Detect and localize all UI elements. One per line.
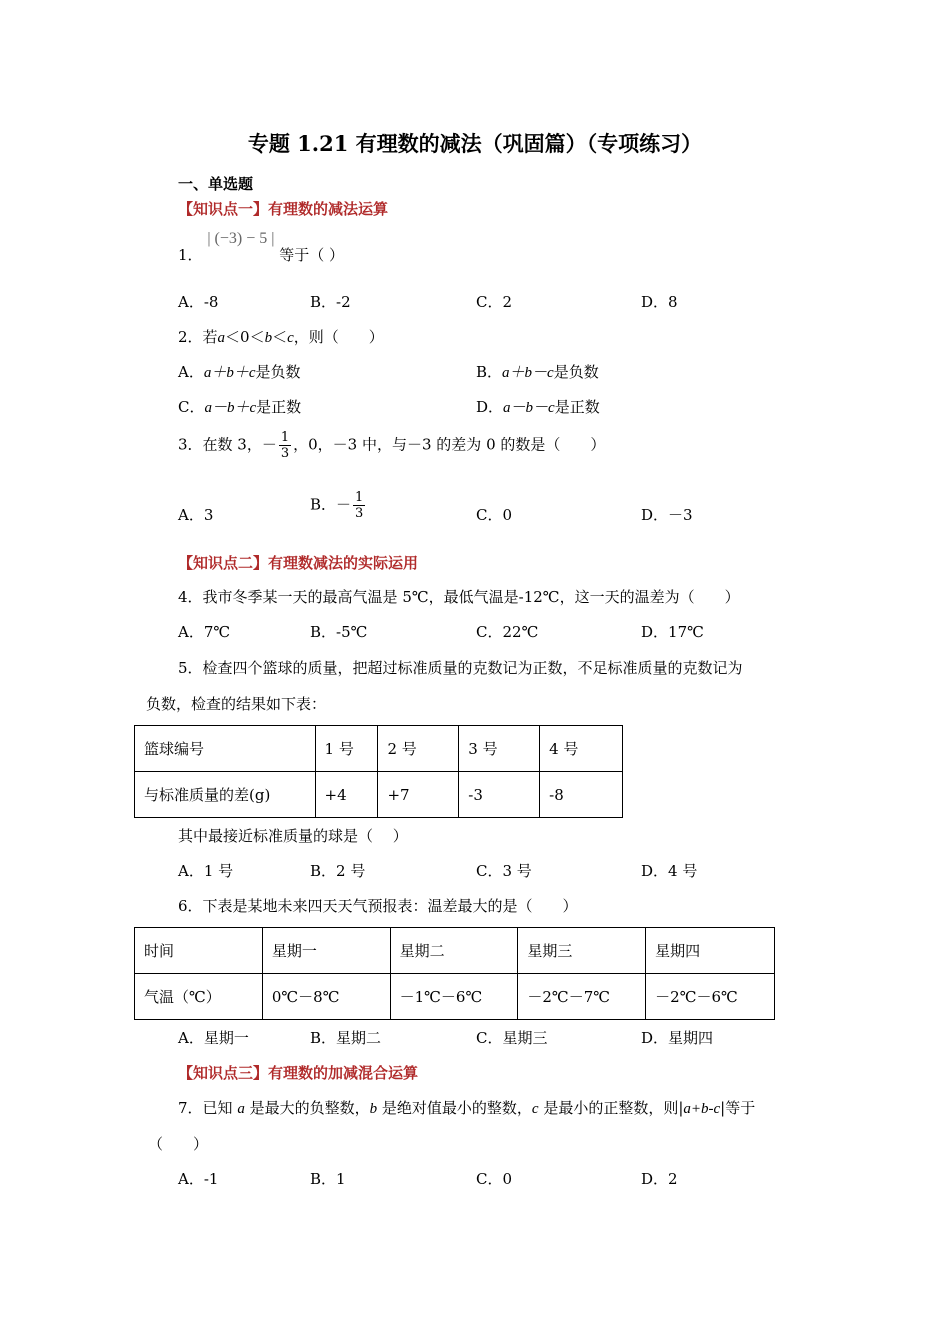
fraction-numerator: 1	[280, 430, 290, 445]
q2-stem-pre: 2．若	[178, 328, 218, 346]
q3-stem-post: ，0，－3 中，与－3 的差为 0 的数是（ ）	[293, 435, 606, 454]
q1-option-c[interactable]: C．2	[476, 293, 513, 311]
table-cell: 1 号	[315, 726, 378, 772]
q7-text: 是最小的正整数，则|	[538, 1099, 684, 1117]
q6-option-c[interactable]: C．星期三	[476, 1029, 548, 1047]
section-heading-single-choice: 一、单选题	[178, 175, 254, 193]
table-row	[135, 928, 775, 974]
question-1	[178, 230, 344, 265]
q6-option-a[interactable]: A．星期一	[178, 1029, 249, 1047]
weather-table	[134, 927, 775, 1020]
q5-option-c[interactable]: C．3 号	[476, 862, 532, 880]
knowledge-point-1: 【知识点一】有理数的减法运算	[178, 200, 389, 218]
var-c: c	[531, 1101, 539, 1117]
fraction-one-third	[279, 430, 291, 461]
question-7-line-1	[178, 1097, 755, 1118]
q3-option-d[interactable]: D．－3	[641, 506, 693, 524]
option-label: A．	[178, 363, 204, 381]
q7-option-a[interactable]: A．-1	[178, 1170, 219, 1188]
question-5-line-2: 负数，检查的结果如下表：	[146, 695, 327, 713]
fraction-one-third	[353, 490, 365, 521]
q2-option-a[interactable]	[178, 361, 301, 382]
q4-option-b[interactable]: B．-5℃	[310, 623, 368, 641]
table-cell: -8	[540, 772, 623, 818]
var-b: b	[369, 1101, 378, 1117]
q1-option-b[interactable]: B．-2	[310, 293, 351, 311]
table-cell: -3	[459, 772, 540, 818]
table-cell: －1℃－6℃	[390, 974, 518, 1020]
table-cell: +4	[315, 772, 378, 818]
question-4: 4．我市冬季某一天的最高气温是 5℃，最低气温是-12℃，这一天的温差为（ ）	[178, 588, 740, 606]
table-cell: 星期四	[646, 928, 775, 974]
table-cell: －2℃－6℃	[646, 974, 775, 1020]
table-cell: 4 号	[540, 726, 623, 772]
fraction-denominator: 3	[355, 506, 364, 521]
q4-option-c[interactable]: C．22℃	[476, 623, 539, 641]
var-a: a	[237, 1101, 245, 1117]
option-label: B．	[476, 363, 503, 381]
option-tail: 是负数	[553, 363, 599, 381]
q7-text: 7．已知	[178, 1099, 238, 1117]
q7-text: 是绝对值最小的整数，	[377, 1099, 532, 1117]
q2-stem-post: ，则（ ）	[293, 328, 384, 346]
var-a: a	[217, 330, 226, 346]
q4-option-a[interactable]: A．7℃	[178, 623, 231, 641]
question-1-tail: 等于（ ）	[279, 246, 344, 264]
q7-expression: a+b-c	[683, 1101, 721, 1117]
q6-option-d[interactable]: D．星期四	[641, 1029, 714, 1047]
var-b: b	[264, 330, 273, 346]
fraction-denominator: 3	[280, 446, 290, 461]
fraction-numerator: 1	[355, 490, 364, 505]
q7-option-c[interactable]: C．0	[476, 1170, 513, 1188]
q1-option-a[interactable]: A．-8	[178, 293, 219, 311]
option-tail: 是正数	[256, 398, 302, 416]
question-7-line-2: （ ）	[148, 1135, 209, 1153]
question-2	[178, 326, 384, 347]
q5-option-d[interactable]: D．4 号	[641, 862, 698, 880]
q3-option-a[interactable]: A．3	[178, 506, 214, 524]
option-expression: a－b－c	[503, 400, 555, 416]
q2-stem-mid1: ＜0＜	[225, 328, 265, 346]
option-expression: a＋b－c	[502, 365, 554, 381]
table-row	[135, 772, 623, 818]
q7-text: |等于	[720, 1099, 756, 1117]
option-expression: a－b＋c	[204, 400, 257, 416]
table-cell: +7	[378, 772, 459, 818]
q2-option-b[interactable]	[476, 361, 599, 382]
q6-option-b[interactable]: B．星期二	[310, 1029, 382, 1047]
q7-option-b[interactable]: B．1	[310, 1170, 346, 1188]
table-cell: 星期一	[262, 928, 390, 974]
option-tail: 是正数	[554, 398, 600, 416]
knowledge-point-3: 【知识点三】有理数的加减混合运算	[178, 1064, 419, 1082]
table-cell: 0℃－8℃	[262, 974, 390, 1020]
table-cell: 3 号	[459, 726, 540, 772]
q4-option-d[interactable]: D．17℃	[641, 623, 704, 641]
option-label: B．－	[310, 495, 352, 514]
question-5-line-1: 5．检查四个篮球的质量，把超过标准质量的克数记为正数，不足标准质量的克数记为	[178, 659, 743, 677]
q2-stem-mid2: ＜	[272, 328, 288, 346]
table-row	[135, 974, 775, 1020]
q5-option-a[interactable]: A．1 号	[178, 862, 234, 880]
q1-option-d[interactable]: D．8	[641, 293, 678, 311]
q7-text: 是最大的负整数，	[244, 1099, 370, 1117]
question-6: 6．下表是某地未来四天天气预报表：温差最大的是（ ）	[178, 897, 578, 915]
option-label: C．	[178, 398, 205, 416]
table-row	[135, 726, 623, 772]
q5-option-b[interactable]: B．2 号	[310, 862, 366, 880]
table-cell: －2℃－7℃	[518, 974, 646, 1020]
table-cell: 篮球编号	[135, 726, 316, 772]
table-cell: 与标准质量的差(g)	[135, 772, 316, 818]
page-title: 专题 1.21 有理数的减法（巩固篇）（专项练习）	[247, 131, 703, 156]
knowledge-point-2: 【知识点二】有理数减法的实际运用	[178, 554, 419, 572]
question-3	[178, 430, 605, 461]
q2-option-c[interactable]	[178, 396, 301, 417]
table-cell: 星期二	[390, 928, 518, 974]
option-tail: 是负数	[255, 363, 301, 381]
q3-stem-pre: 3．在数 3，－	[178, 435, 277, 454]
question-5-followup: 其中最接近标准质量的球是（ ）	[178, 827, 408, 845]
q3-option-b[interactable]	[310, 490, 367, 521]
option-expression: a＋b＋c	[203, 365, 256, 381]
basketball-table	[134, 725, 623, 818]
table-cell: 气温（℃）	[135, 974, 263, 1020]
table-cell: 时间	[135, 928, 263, 974]
var-c: c	[287, 330, 294, 346]
question-1-number: 1．	[178, 246, 203, 264]
question-1-expression: | (−3) − 5 |	[207, 230, 275, 247]
q7-option-d[interactable]: D．2	[641, 1170, 678, 1188]
q2-option-d[interactable]	[476, 396, 600, 417]
table-cell: 2 号	[378, 726, 459, 772]
table-cell: 星期三	[518, 928, 646, 974]
q3-option-c[interactable]: C．0	[476, 506, 513, 524]
option-label: D．	[476, 398, 504, 416]
